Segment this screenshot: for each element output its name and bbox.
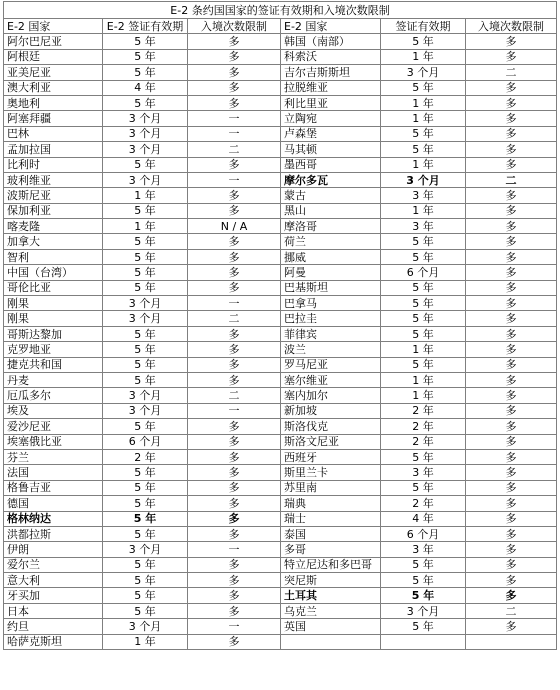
left-validity-cell: 5 年: [103, 157, 188, 172]
right-entries-cell: 多: [466, 403, 557, 418]
right-validity-cell: 6 个月: [381, 526, 466, 541]
left-country-cell: 澳大利亚: [4, 80, 103, 95]
right-country-cell: 墨西哥: [281, 157, 381, 172]
right-entries-cell: 多: [466, 326, 557, 341]
left-validity-cell: 5 年: [103, 480, 188, 495]
left-country-cell: 法国: [4, 465, 103, 480]
left-entries-cell: 多: [188, 49, 281, 64]
right-validity-cell: 5 年: [381, 280, 466, 295]
right-entries-cell: 多: [466, 465, 557, 480]
right-entries-cell: 多: [466, 311, 557, 326]
left-country-cell: 约旦: [4, 619, 103, 634]
left-entries-cell: 多: [188, 34, 281, 49]
right-entries-cell: 二: [466, 172, 557, 187]
left-validity-cell: 3 个月: [103, 296, 188, 311]
left-entries-cell: 多: [188, 480, 281, 495]
left-validity-cell: 5 年: [103, 326, 188, 341]
table-row: [4, 465, 557, 480]
left-country-cell: 喀麦隆: [4, 219, 103, 234]
right-entries-cell: 多: [466, 219, 557, 234]
left-validity-cell: 5 年: [103, 465, 188, 480]
left-validity-cell: 3 个月: [103, 126, 188, 141]
right-country-cell: 蒙古: [281, 188, 381, 203]
left-country-cell: 牙买加: [4, 588, 103, 603]
left-country-cell: 加拿大: [4, 234, 103, 249]
right-validity-cell: 1 年: [381, 49, 466, 64]
right-country-cell: 吉尔吉斯斯坦: [281, 65, 381, 80]
left-entries-cell: 一: [188, 111, 281, 126]
right-validity-cell: 5 年: [381, 142, 466, 157]
right-country-cell: [281, 634, 381, 649]
left-country-cell: 玻利维亚: [4, 172, 103, 187]
left-entries-cell: 一: [188, 619, 281, 634]
right-entries-cell: 多: [466, 588, 557, 603]
right-entries-cell: 多: [466, 526, 557, 541]
left-country-cell: 奥地利: [4, 95, 103, 110]
table-row: [4, 388, 557, 403]
left-entries-cell: 多: [188, 326, 281, 341]
left-entries-cell: 多: [188, 65, 281, 80]
right-validity-cell: 1 年: [381, 157, 466, 172]
table-row: [4, 372, 557, 387]
left-entries-cell: 多: [188, 557, 281, 572]
right-entries-cell: 多: [466, 542, 557, 557]
left-country-cell: 保加利亚: [4, 203, 103, 218]
left-entries-cell: 二: [188, 388, 281, 403]
right-validity-cell: 5 年: [381, 326, 466, 341]
right-country-cell: 摩尔多瓦: [281, 172, 381, 187]
left-validity-cell: 5 年: [103, 511, 188, 526]
right-country-cell: 波兰: [281, 342, 381, 357]
left-country-cell: 阿根廷: [4, 49, 103, 64]
right-validity-cell: 5 年: [381, 480, 466, 495]
left-validity-cell: 6 个月: [103, 434, 188, 449]
right-entries-cell: 多: [466, 480, 557, 495]
table-row: [4, 34, 557, 49]
right-validity-cell: 1 年: [381, 95, 466, 110]
left-validity-cell: 5 年: [103, 203, 188, 218]
left-country-cell: 意大利: [4, 573, 103, 588]
left-country-cell: 爱沙尼亚: [4, 419, 103, 434]
right-validity-cell: 1 年: [381, 388, 466, 403]
right-country-cell: 挪威: [281, 249, 381, 264]
right-entries-cell: 多: [466, 80, 557, 95]
left-entries-cell: 多: [188, 588, 281, 603]
table-row: [4, 573, 557, 588]
right-validity-cell: 3 个月: [381, 172, 466, 187]
right-country-cell: 马其顿: [281, 142, 381, 157]
right-validity-cell: 2 年: [381, 403, 466, 418]
left-country-cell: 波斯尼亚: [4, 188, 103, 203]
left-entries-cell: 多: [188, 419, 281, 434]
table-row: [4, 126, 557, 141]
right-validity-cell: 3 个月: [381, 603, 466, 618]
left-country-cell: 埃塞俄比亚: [4, 434, 103, 449]
header-validity-left: E-2 签证有效期: [103, 19, 188, 34]
table-row: [4, 511, 557, 526]
header-entries-right: 入境次数限制: [466, 19, 557, 34]
header-country-right: E-2 国家: [281, 19, 381, 34]
right-country-cell: 巴拉圭: [281, 311, 381, 326]
right-entries-cell: 多: [466, 203, 557, 218]
left-country-cell: 巴林: [4, 126, 103, 141]
left-country-cell: 格林纳达: [4, 511, 103, 526]
left-country-cell: 厄瓜多尔: [4, 388, 103, 403]
table-row: [4, 357, 557, 372]
right-country-cell: 科索沃: [281, 49, 381, 64]
left-entries-cell: 多: [188, 265, 281, 280]
right-country-cell: 菲律宾: [281, 326, 381, 341]
right-country-cell: 英国: [281, 619, 381, 634]
left-validity-cell: 5 年: [103, 342, 188, 357]
left-entries-cell: 多: [188, 496, 281, 511]
right-entries-cell: 二: [466, 65, 557, 80]
left-country-cell: 刚果: [4, 311, 103, 326]
left-entries-cell: 多: [188, 573, 281, 588]
right-entries-cell: 多: [466, 95, 557, 110]
right-entries-cell: 多: [466, 111, 557, 126]
left-validity-cell: 3 个月: [103, 542, 188, 557]
left-validity-cell: 4 年: [103, 80, 188, 95]
left-validity-cell: 3 个月: [103, 142, 188, 157]
right-country-cell: 塞尔维亚: [281, 372, 381, 387]
table-row: [4, 326, 557, 341]
right-country-cell: 乌克兰: [281, 603, 381, 618]
right-entries-cell: 多: [466, 188, 557, 203]
right-validity-cell: 5 年: [381, 80, 466, 95]
left-entries-cell: 二: [188, 311, 281, 326]
e2-visa-table: [3, 1, 557, 650]
right-validity-cell: [381, 634, 466, 649]
left-entries-cell: 一: [188, 542, 281, 557]
left-entries-cell: 一: [188, 126, 281, 141]
left-country-cell: 比利时: [4, 157, 103, 172]
left-validity-cell: 5 年: [103, 588, 188, 603]
right-entries-cell: 多: [466, 449, 557, 464]
right-country-cell: 卢森堡: [281, 126, 381, 141]
left-validity-cell: 1 年: [103, 219, 188, 234]
table-row: [4, 311, 557, 326]
table-row: [4, 188, 557, 203]
right-country-cell: 泰国: [281, 526, 381, 541]
left-entries-cell: 多: [188, 357, 281, 372]
left-country-cell: 洪都拉斯: [4, 526, 103, 541]
left-entries-cell: 多: [188, 280, 281, 295]
left-entries-cell: 多: [188, 188, 281, 203]
left-entries-cell: 多: [188, 434, 281, 449]
table-title: E-2 条约国国家的签证有效期和入境次数限制: [4, 2, 557, 19]
right-entries-cell: 多: [466, 142, 557, 157]
table-row: [4, 480, 557, 495]
right-country-cell: 塞内加尔: [281, 388, 381, 403]
right-country-cell: 特立尼达和多巴哥: [281, 557, 381, 572]
right-entries-cell: 多: [466, 34, 557, 49]
right-country-cell: 拉脱维亚: [281, 80, 381, 95]
left-validity-cell: 3 个月: [103, 403, 188, 418]
table-row: [4, 49, 557, 64]
left-entries-cell: 多: [188, 372, 281, 387]
right-entries-cell: 多: [466, 434, 557, 449]
right-country-cell: 突尼斯: [281, 573, 381, 588]
left-validity-cell: 5 年: [103, 357, 188, 372]
right-country-cell: 摩洛哥: [281, 219, 381, 234]
left-validity-cell: 5 年: [103, 234, 188, 249]
right-validity-cell: 5 年: [381, 296, 466, 311]
right-validity-cell: 1 年: [381, 203, 466, 218]
left-entries-cell: N / A: [188, 219, 281, 234]
left-entries-cell: 多: [188, 465, 281, 480]
left-country-cell: 智利: [4, 249, 103, 264]
table-row: [4, 419, 557, 434]
left-validity-cell: 3 个月: [103, 311, 188, 326]
right-validity-cell: 5 年: [381, 573, 466, 588]
left-country-cell: 捷克共和国: [4, 357, 103, 372]
right-validity-cell: 5 年: [381, 449, 466, 464]
table-row: [4, 219, 557, 234]
left-validity-cell: 5 年: [103, 496, 188, 511]
left-validity-cell: 1 年: [103, 188, 188, 203]
left-validity-cell: 3 个月: [103, 388, 188, 403]
left-country-cell: 哥斯达黎加: [4, 326, 103, 341]
left-validity-cell: 5 年: [103, 557, 188, 572]
right-validity-cell: 1 年: [381, 342, 466, 357]
left-country-cell: 日本: [4, 603, 103, 618]
left-validity-cell: 5 年: [103, 372, 188, 387]
table-row: [4, 434, 557, 449]
right-entries-cell: 多: [466, 49, 557, 64]
table-row: [4, 265, 557, 280]
left-country-cell: 格鲁吉亚: [4, 480, 103, 495]
right-validity-cell: 5 年: [381, 311, 466, 326]
table-row: [4, 542, 557, 557]
right-entries-cell: 多: [466, 496, 557, 511]
left-country-cell: 中国（台湾）: [4, 265, 103, 280]
right-country-cell: 瑞士: [281, 511, 381, 526]
table-row: [4, 95, 557, 110]
right-country-cell: 斯洛伐克: [281, 419, 381, 434]
right-entries-cell: 多: [466, 157, 557, 172]
left-country-cell: 丹麦: [4, 372, 103, 387]
table-row: [4, 249, 557, 264]
right-country-cell: 利比里亚: [281, 95, 381, 110]
right-validity-cell: 3 年: [381, 219, 466, 234]
left-validity-cell: 5 年: [103, 419, 188, 434]
right-entries-cell: 多: [466, 419, 557, 434]
left-validity-cell: 3 个月: [103, 619, 188, 634]
table-row: [4, 634, 557, 649]
table-row: [4, 65, 557, 80]
title-row: [4, 2, 557, 19]
right-entries-cell: 多: [466, 249, 557, 264]
right-entries-cell: 多: [466, 557, 557, 572]
right-validity-cell: 5 年: [381, 557, 466, 572]
left-entries-cell: 一: [188, 172, 281, 187]
left-country-cell: 克罗地亚: [4, 342, 103, 357]
right-validity-cell: 5 年: [381, 126, 466, 141]
right-validity-cell: 5 年: [381, 619, 466, 634]
left-validity-cell: 2 年: [103, 449, 188, 464]
right-entries-cell: 二: [466, 603, 557, 618]
left-validity-cell: 5 年: [103, 265, 188, 280]
right-entries-cell: 多: [466, 126, 557, 141]
right-validity-cell: 5 年: [381, 588, 466, 603]
right-country-cell: 韩国（南部）: [281, 34, 381, 49]
right-validity-cell: 5 年: [381, 34, 466, 49]
table-row: [4, 203, 557, 218]
right-entries-cell: 多: [466, 296, 557, 311]
left-entries-cell: 多: [188, 95, 281, 110]
left-country-cell: 亚美尼亚: [4, 65, 103, 80]
right-country-cell: 黑山: [281, 203, 381, 218]
right-country-cell: 巴基斯坦: [281, 280, 381, 295]
right-validity-cell: 2 年: [381, 496, 466, 511]
left-validity-cell: 5 年: [103, 34, 188, 49]
left-entries-cell: 多: [188, 157, 281, 172]
left-country-cell: 埃及: [4, 403, 103, 418]
right-entries-cell: 多: [466, 573, 557, 588]
right-country-cell: 瑞典: [281, 496, 381, 511]
left-validity-cell: 5 年: [103, 603, 188, 618]
right-entries-cell: 多: [466, 511, 557, 526]
header-country-left: E-2 国家: [4, 19, 103, 34]
left-validity-cell: 5 年: [103, 49, 188, 64]
left-country-cell: 哥伦比亚: [4, 280, 103, 295]
table-row: [4, 449, 557, 464]
table-row: [4, 111, 557, 126]
right-validity-cell: 5 年: [381, 234, 466, 249]
table-row: [4, 157, 557, 172]
header-row: [4, 19, 557, 34]
right-entries-cell: 多: [466, 265, 557, 280]
table-row: [4, 172, 557, 187]
left-entries-cell: 多: [188, 234, 281, 249]
right-validity-cell: 2 年: [381, 419, 466, 434]
right-country-cell: 巴拿马: [281, 296, 381, 311]
left-entries-cell: 一: [188, 403, 281, 418]
left-entries-cell: 多: [188, 603, 281, 618]
left-entries-cell: 多: [188, 526, 281, 541]
right-validity-cell: 4 年: [381, 511, 466, 526]
left-validity-cell: 5 年: [103, 573, 188, 588]
left-country-cell: 芬兰: [4, 449, 103, 464]
left-entries-cell: 一: [188, 296, 281, 311]
left-validity-cell: 5 年: [103, 280, 188, 295]
right-country-cell: 阿曼: [281, 265, 381, 280]
left-entries-cell: 多: [188, 80, 281, 95]
left-entries-cell: 多: [188, 203, 281, 218]
right-validity-cell: 3 年: [381, 465, 466, 480]
right-entries-cell: 多: [466, 372, 557, 387]
right-validity-cell: 1 年: [381, 111, 466, 126]
right-validity-cell: 1 年: [381, 372, 466, 387]
right-entries-cell: 多: [466, 280, 557, 295]
right-validity-cell: 6 个月: [381, 265, 466, 280]
table-row: [4, 588, 557, 603]
table-row: [4, 603, 557, 618]
right-country-cell: 苏里南: [281, 480, 381, 495]
right-entries-cell: [466, 634, 557, 649]
left-entries-cell: 二: [188, 142, 281, 157]
header-validity-right: 签证有效期: [381, 19, 466, 34]
right-validity-cell: 3 个月: [381, 65, 466, 80]
right-country-cell: 立陶宛: [281, 111, 381, 126]
right-entries-cell: 多: [466, 342, 557, 357]
right-country-cell: 多哥: [281, 542, 381, 557]
right-validity-cell: 3 年: [381, 188, 466, 203]
right-country-cell: 土耳其: [281, 588, 381, 603]
table-row: [4, 142, 557, 157]
table-row: [4, 557, 557, 572]
left-country-cell: 阿尔巴尼亚: [4, 34, 103, 49]
left-validity-cell: 5 年: [103, 249, 188, 264]
right-validity-cell: 3 年: [381, 542, 466, 557]
right-country-cell: 斯洛文尼亚: [281, 434, 381, 449]
table-row: [4, 496, 557, 511]
left-entries-cell: 多: [188, 249, 281, 264]
right-validity-cell: 5 年: [381, 357, 466, 372]
left-validity-cell: 5 年: [103, 526, 188, 541]
right-validity-cell: 5 年: [381, 249, 466, 264]
left-validity-cell: 5 年: [103, 65, 188, 80]
right-entries-cell: 多: [466, 357, 557, 372]
right-country-cell: 斯里兰卡: [281, 465, 381, 480]
header-entries-left: 入境次数限制: [188, 19, 281, 34]
right-entries-cell: 多: [466, 388, 557, 403]
left-entries-cell: 多: [188, 634, 281, 649]
right-validity-cell: 2 年: [381, 434, 466, 449]
left-country-cell: 孟加拉国: [4, 142, 103, 157]
left-validity-cell: 1 年: [103, 634, 188, 649]
table-row: [4, 80, 557, 95]
left-country-cell: 爱尔兰: [4, 557, 103, 572]
table-row: [4, 234, 557, 249]
right-country-cell: 荷兰: [281, 234, 381, 249]
right-entries-cell: 多: [466, 234, 557, 249]
left-country-cell: 德国: [4, 496, 103, 511]
right-country-cell: 新加坡: [281, 403, 381, 418]
left-country-cell: 伊朗: [4, 542, 103, 557]
left-entries-cell: 多: [188, 342, 281, 357]
left-validity-cell: 3 个月: [103, 172, 188, 187]
left-entries-cell: 多: [188, 511, 281, 526]
table-row: [4, 526, 557, 541]
table-row: [4, 296, 557, 311]
table-row: [4, 342, 557, 357]
left-country-cell: 阿塞拜疆: [4, 111, 103, 126]
table-row: [4, 280, 557, 295]
left-validity-cell: 5 年: [103, 95, 188, 110]
right-country-cell: 罗马尼亚: [281, 357, 381, 372]
left-country-cell: 哈萨克斯坦: [4, 634, 103, 649]
table-row: [4, 403, 557, 418]
right-entries-cell: 多: [466, 619, 557, 634]
left-validity-cell: 3 个月: [103, 111, 188, 126]
left-country-cell: 刚果: [4, 296, 103, 311]
left-entries-cell: 多: [188, 449, 281, 464]
table-row: [4, 619, 557, 634]
right-country-cell: 西班牙: [281, 449, 381, 464]
